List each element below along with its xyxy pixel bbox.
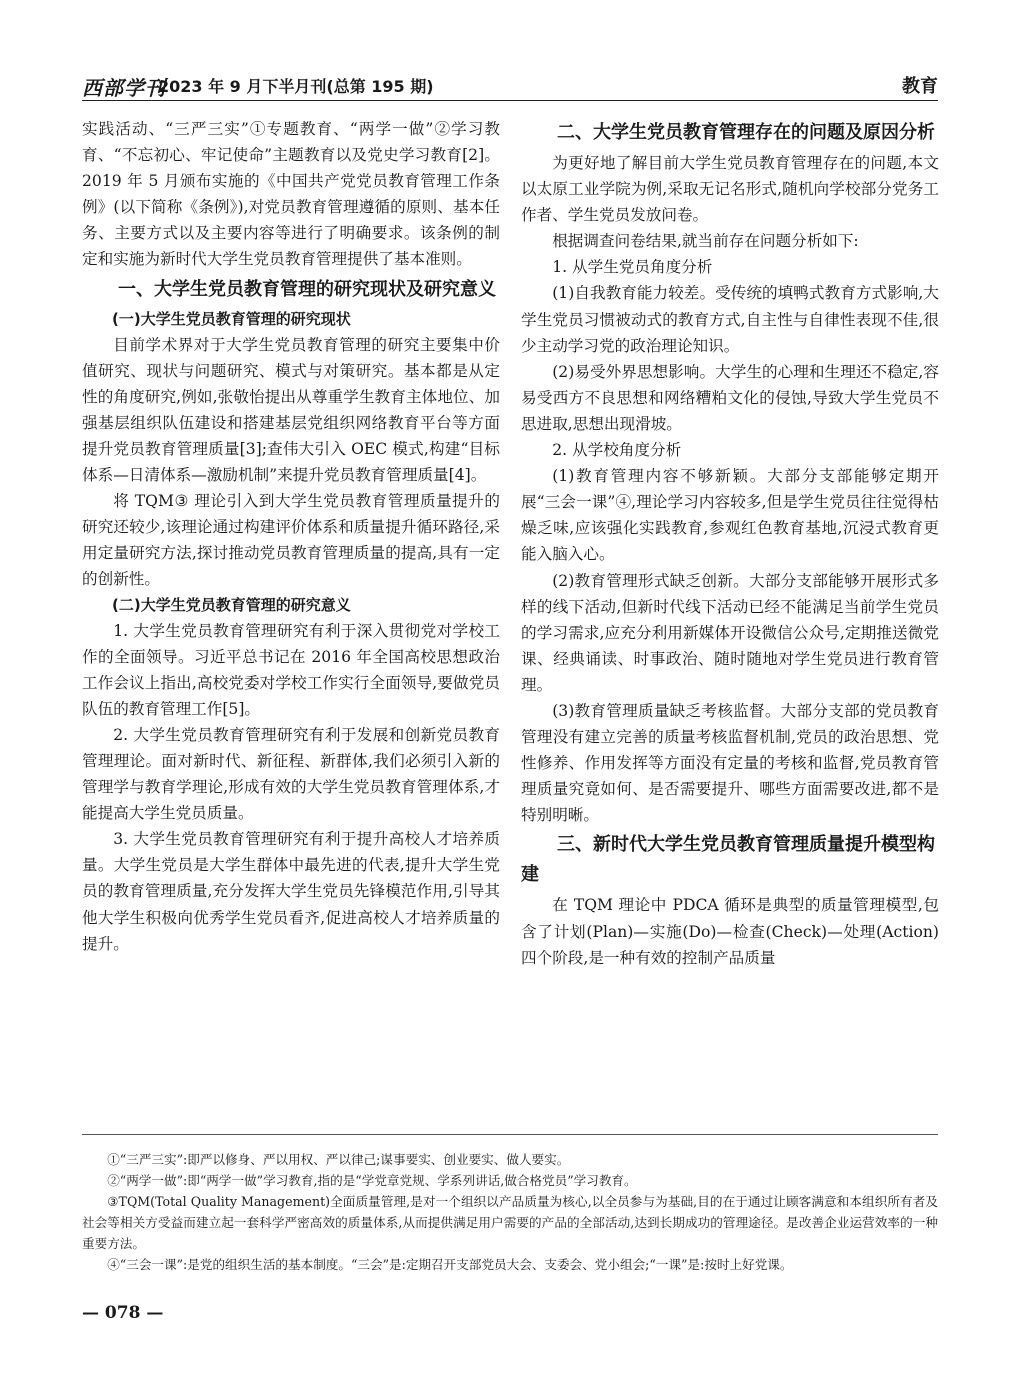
issue-info: 2023 年 9 月下半月刊(总第 195 期) (158, 77, 434, 96)
body-paragraph: 在 TQM 理论中 PDCA 循环是典型的质量管理模型,包含了计划(Plan)—实施(Do)—检查(Check)—处理(Action)四个阶段,是一种有效的控制产品质量 (521, 896, 939, 967)
body-paragraph: 实践活动、“三严三实”①专题教育、“两学一做”②学习教育、“不忘初心、牢记使命”主题教育以及党史学习教育[2]。2019 年 5 月颁布实施的《中国共产党党员教育管理工作条例》(以下简称《条例》),对党员教育管理遵循的原则、基本任务、主要方式以及主要内容等进行了明确要求。该条例的制定和实施为新时代大学生党员教育管理提供了基本准则。 (82, 120, 500, 269)
section-heading: 一、大学生党员教育管理的研究现状及研究意义 (118, 278, 496, 300)
body-paragraph: 3. 大学生党员教育管理研究有利于提升高校人才培养质量。大学生党员是大学生群体中最先进的代表,提升大学生党员的教育管理质量,充分发挥大学生党员先锋模范作用,引导其他大学生积极向优秀学生党员看齐,促进高校人才培养质量的提升。 (82, 830, 500, 953)
body-paragraph: 根据调查问卷结果,就当前存在问题分析如下: (552, 232, 859, 251)
subsection-heading: (一)大学生党员教育管理的研究现状 (112, 309, 351, 328)
left-column (82, 116, 500, 957)
body-paragraph: 将 TQM③ 理论引入到大学生党员教育管理质量提升的研究还较少,该理论通过构建评价体系和质量提升循环路径,采用定量研究方法,探讨推动党员教育管理质量的提高,具有一定的创新性。 (82, 492, 500, 589)
footnote-3: ③TQM(Total Quality Management)全面质量管理,是对一个组织以产品质量为核心,以全员参与为基础,目的在于通过让顾客满意和本组织所有者及社会等相关方受益而建立起一套科学严密高效的质量体系,从而提供满足用户需要的产品的全部活动,达到长期成功的管理途径。是改善企业运营效率的一种重要方法。 (82, 1194, 938, 1251)
body-paragraph: (3)教育管理质量缺乏考核监督。大部分支部的党员教育管理没有建立完善的质量考核监督机制,党员的政治思想、党性修养、作用发挥等方面没有定量的考核和监督,党员教育管理质量究竟如何、是否需要提升、哪些方面需要改进,都不是特别明晰。 (521, 701, 939, 825)
body-paragraph: (2)易受外界思想影响。大学生的心理和生理还不稳定,容易受西方不良思想和网络糟粕文化的侵蚀,导致大学生党员不思进取,思想出现滑坡。 (521, 362, 939, 433)
body-paragraph: 1. 大学生党员教育管理研究有利于深入贯彻党对学校工作的全面领导。习近平总书记在 2016 年全国高校思想政治工作会议上指出,高校党委对学校工作实行全面领导,要做党员队伍的教育管理工作[5]。 (82, 621, 500, 718)
body-paragraph: 为更好地了解目前大学生党员教育管理存在的问题,本文以太原工业学院为例,采取无记名形式,随机向学校部分党务工作者、学生党员发放问卷。 (521, 154, 939, 225)
page-number: — 078 — (82, 1303, 164, 1323)
footnote-4: ④“三会一课”:是党的组织生活的基本制度。“三会”是:定期召开支部党员大会、支委会、党小组会;“一课”是:按时上好党课。 (107, 1257, 793, 1272)
body-paragraph: 2. 大学生党员教育管理研究有利于发展和创新党员教育管理理论。面对新时代、新征程、新群体,我们必须引入新的管理学与教育学理论,形成有效的大学生党员教育管理体系,才能提高大学生党员质量。 (82, 725, 500, 823)
journal-logo: 西部学刊 (82, 76, 166, 100)
footnote-2: ②“两学一做”:即“两学一做”学习教育,指的是“学党章党规、学系列讲话,做合格党员”学习教育。 (107, 1173, 637, 1188)
subsection-heading: (二)大学生党员教育管理的研究意义 (112, 595, 351, 614)
body-paragraph: (2)教育管理形式缺乏创新。大部分支部能够开展形式多样的线下活动,但新时代线下活动已经不能满足当前学生党员的学习需求,应充分利用新媒体开设微信公众号,定期推送微党课、经典诵读、时事政治、随时随地对学生党员进行教育管理。 (521, 571, 939, 694)
body-paragraph: (1)自我教育能力较差。受传统的填鸭式教育方式影响,大学生党员习惯被动式的教育方式,自主性与自律性表现不佳,很少主动学习党的政治理论知识。 (521, 284, 939, 355)
body-paragraph: 1. 从学生党员角度分析 (552, 258, 713, 277)
body-paragraph: 2. 从学校角度分析 (552, 441, 682, 460)
section-heading: 二、大学生党员教育管理存在的问题及原因分析 (557, 122, 935, 143)
body-paragraph: (1)教育管理内容不够新颖。大部分支部能够定期开展“三会一课”④,理论学习内容较多,但是学生党员往往觉得枯燥乏味,应该强化实践教育,参观红色教育基地,沉浸式教育更能入脑入心。 (521, 467, 939, 564)
footnotes (82, 1134, 938, 1275)
right-column (521, 116, 939, 971)
section-tag: 教育 (902, 76, 938, 97)
section-heading: 三、新时代大学生党员教育管理质量提升模型构建 (521, 834, 935, 886)
footnote-rule (82, 1134, 296, 1135)
body-paragraph: 目前学术界对于大学生党员教育管理的研究主要集中价值研究、现状与问题研究、模式与对策研究。基本都是从定性的角度研究,例如,张敬怡提出从尊重学生教育主体地位、加强基层组织队伍建设和搭建基层党组织网络教育平台等方面提升党员教育管理质量[3];查伟大引入 OEC 模式,构建“目标体系—日清体系—激励机制”来提升党员教育管理质量[4]。 (82, 335, 500, 485)
running-header (82, 70, 938, 101)
footnote-1: ①“三严三实”:即严以修身、严以用权、严以律己;谋事要实、创业要实、做人要实。 (107, 1152, 570, 1167)
